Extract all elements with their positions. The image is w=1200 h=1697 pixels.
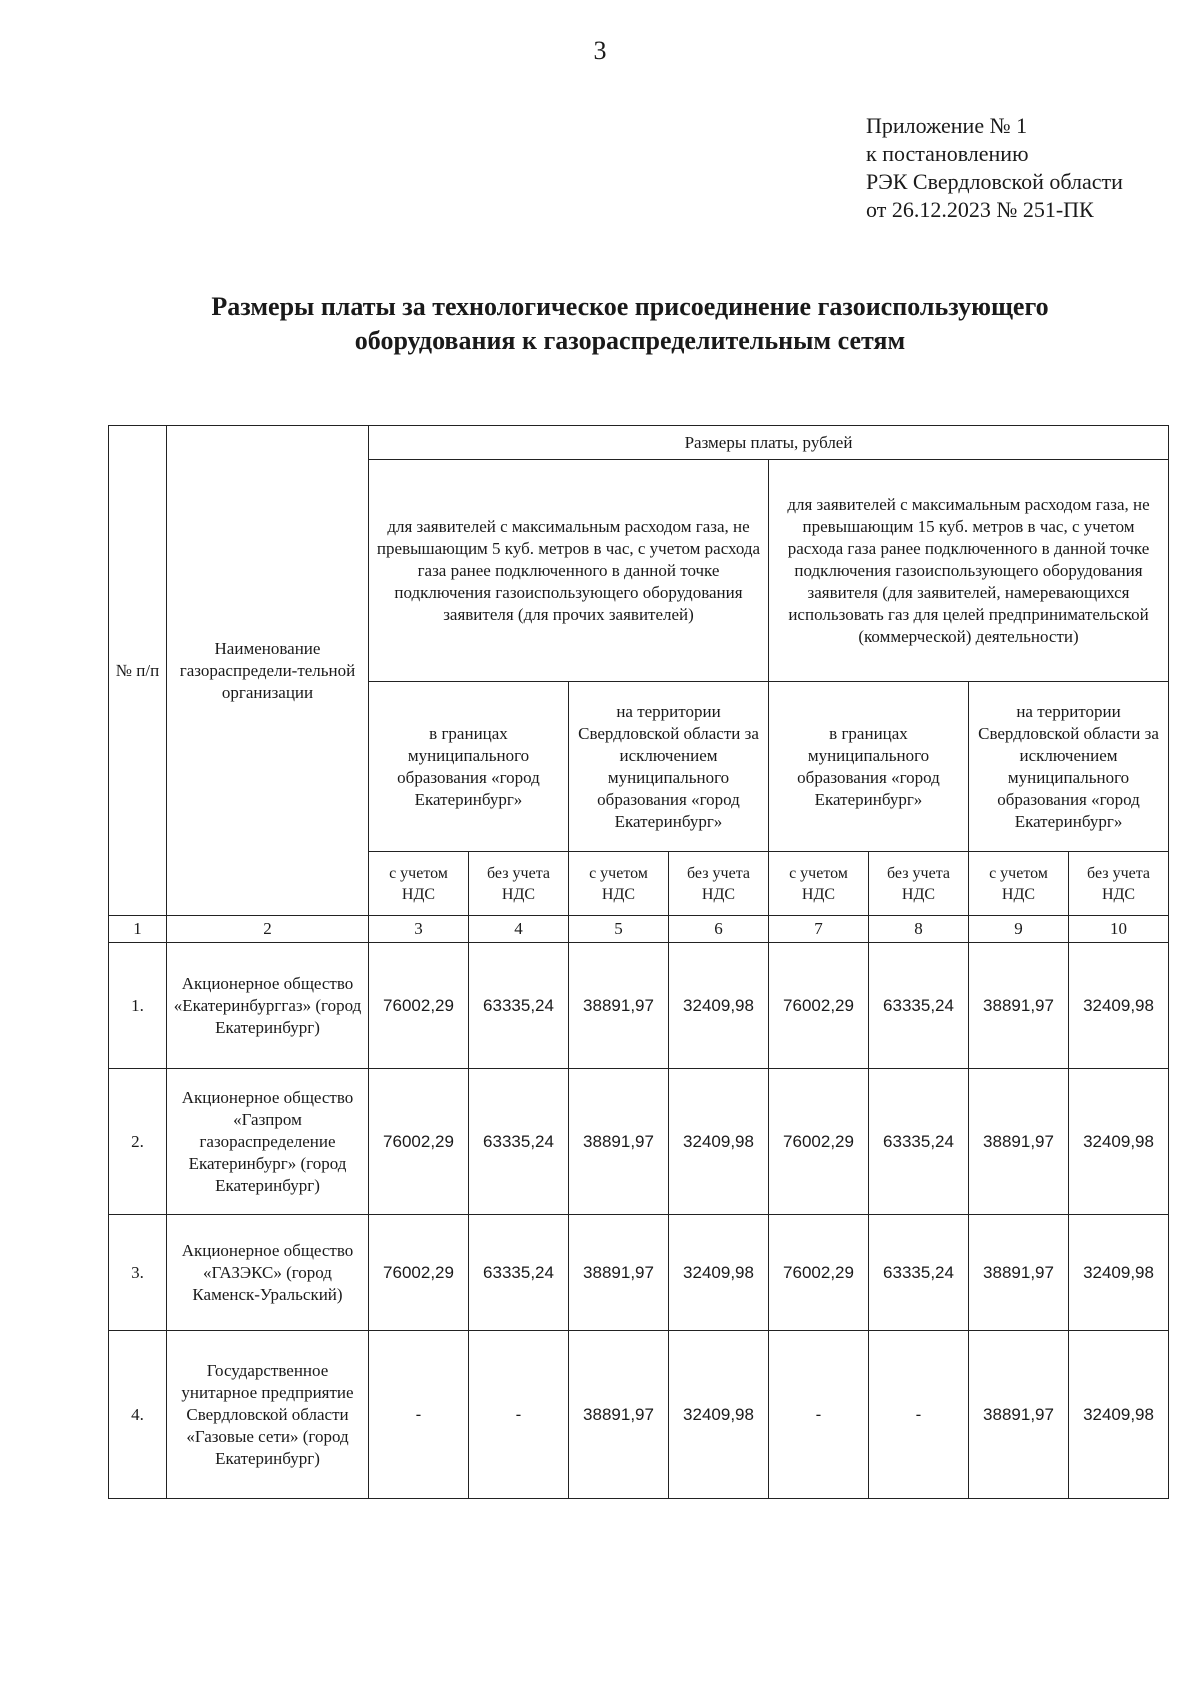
fee-value: 38891,97 (569, 1069, 669, 1215)
fee-value: 38891,97 (969, 1331, 1069, 1499)
page-number: 3 (593, 36, 607, 65)
fee-value: 76002,29 (369, 943, 469, 1069)
header-outside-ekaterinburg: на территории Свердловской области за исключением муниципального образования «город Екатеринбург» (969, 682, 1169, 852)
row-number: 2. (109, 1069, 167, 1215)
header-without-vat: без учета НДС (669, 852, 769, 916)
header-number: № п/п (109, 426, 167, 916)
table-row (109, 1069, 1169, 1215)
fee-value: 38891,97 (969, 943, 1069, 1069)
header-with-vat: с учетом НДС (769, 852, 869, 916)
header-outside-ekaterinburg: на территории Свердловской области за исключением муниципального образования «город Екатеринбург» (569, 682, 769, 852)
appendix-block (866, 112, 1123, 224)
header-within-ekaterinburg: в границах муниципального образования «город Екатеринбург» (769, 682, 969, 852)
column-number: 1 (109, 916, 167, 943)
title-line: Размеры платы за технологическое присоединение газоиспользующего (211, 292, 1049, 321)
header-organization: Наименование газораспредели-тельной организации (167, 426, 369, 916)
fee-value: 38891,97 (569, 943, 669, 1069)
header-within-ekaterinburg: в границах муниципального образования «город Екатеринбург» (369, 682, 569, 852)
organization-name: Государственное унитарное предприятие Свердловской области «Газовые сети» (город Екатеринбург) (167, 1331, 369, 1499)
appendix-line: от 26.12.2023 № 251-ПК (866, 197, 1094, 222)
fee-value: 76002,29 (369, 1069, 469, 1215)
document-title (150, 290, 1110, 358)
table-row (109, 1331, 1169, 1499)
organization-name: Акционерное общество «ГАЗЭКС» (город Каменск-Уральский) (167, 1215, 369, 1331)
header-without-vat: без учета НДС (1069, 852, 1169, 916)
header-with-vat: с учетом НДС (369, 852, 469, 916)
row-number: 4. (109, 1331, 167, 1499)
column-number: 5 (569, 916, 669, 943)
organization-name: Акционерное общество «Газпром газораспределение Екатеринбург» (город Екатеринбург) (167, 1069, 369, 1215)
column-number: 6 (669, 916, 769, 943)
fee-value: - (769, 1331, 869, 1499)
fee-value: 63335,24 (469, 1215, 569, 1331)
fee-value: 38891,97 (969, 1215, 1069, 1331)
fee-value: 76002,29 (769, 1215, 869, 1331)
table-row (109, 943, 1169, 1069)
fee-value: 38891,97 (569, 1215, 669, 1331)
fee-value: 32409,98 (1069, 943, 1169, 1069)
title-line: оборудования к газораспределительным сетям (354, 326, 906, 355)
table-row (109, 1215, 1169, 1331)
header-with-vat: с учетом НДС (569, 852, 669, 916)
column-number: 7 (769, 916, 869, 943)
fee-value: 32409,98 (1069, 1331, 1169, 1499)
fee-value: - (869, 1331, 969, 1499)
row-number: 1. (109, 943, 167, 1069)
fee-value: - (469, 1331, 569, 1499)
header-without-vat: без учета НДС (469, 852, 569, 916)
header-without-vat: без учета НДС (869, 852, 969, 916)
column-number-row (109, 916, 1169, 943)
header-with-vat: с учетом НДС (969, 852, 1069, 916)
fee-value: 32409,98 (669, 1069, 769, 1215)
fee-value: 32409,98 (669, 1331, 769, 1499)
header-fees: Размеры платы, рублей (369, 426, 1169, 460)
fee-value: 32409,98 (1069, 1215, 1169, 1331)
appendix-line: РЭК Свердловской области (866, 169, 1123, 194)
fee-value: 63335,24 (869, 1215, 969, 1331)
header-group-up-to-15: для заявителей с максимальным расходом газа, не превышающим 15 куб. метров в час, с учетом расхода газа ранее подключенного в данной точке подключения газоиспользующего оборудования заявителя (для заявителей, намеревающихся использовать газ для целей предпринимательской (коммерческой) деятельности) (769, 460, 1169, 682)
row-number: 3. (109, 1215, 167, 1331)
fee-value: 38891,97 (969, 1069, 1069, 1215)
column-number: 9 (969, 916, 1069, 943)
fee-value: 32409,98 (669, 943, 769, 1069)
organization-name: Акционерное общество «Екатеринбурггаз» (город Екатеринбург) (167, 943, 369, 1069)
appendix-line: Приложение № 1 (866, 113, 1028, 138)
column-number: 2 (167, 916, 369, 943)
fee-value: 38891,97 (569, 1331, 669, 1499)
fee-value: 76002,29 (769, 943, 869, 1069)
fee-value: 76002,29 (369, 1215, 469, 1331)
fee-value: - (369, 1331, 469, 1499)
column-number: 10 (1069, 916, 1169, 943)
fee-value: 63335,24 (869, 1069, 969, 1215)
fee-value: 76002,29 (769, 1069, 869, 1215)
fee-value: 63335,24 (869, 943, 969, 1069)
fee-value: 32409,98 (669, 1215, 769, 1331)
fee-value: 63335,24 (469, 1069, 569, 1215)
fee-value: 32409,98 (1069, 1069, 1169, 1215)
fees-table (108, 425, 1169, 1499)
header-group-up-to-5: для заявителей с максимальным расходом газа, не превышающим 5 куб. метров в час, с учетом расхода газа ранее подключенного в данной точке подключения газоиспользующего оборудования заявителя (для прочих заявителей) (369, 460, 769, 682)
column-number: 3 (369, 916, 469, 943)
appendix-line: к постановлению (866, 141, 1029, 166)
column-number: 4 (469, 916, 569, 943)
fee-value: 63335,24 (469, 943, 569, 1069)
column-number: 8 (869, 916, 969, 943)
